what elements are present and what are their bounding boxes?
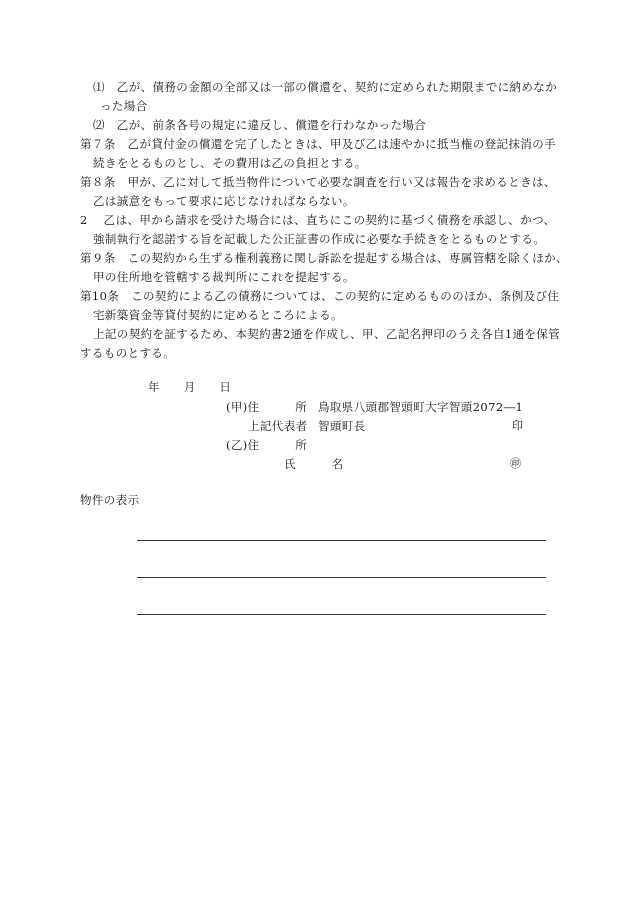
item-1-line-2: った場合 <box>100 99 148 113</box>
seal-b-mark: ㊞ <box>510 457 522 470</box>
representative-value: 智頭町長 <box>318 419 366 433</box>
article-8-para-2-line-1: 2 乙は、甲から請求を受けた場合には、直ちにこの契約に基づく債務を承認し、かつ、 <box>80 213 556 227</box>
closing-line-1: 上記の契約を証するため、本契約書2通を作成し、甲、乙記名押印のうえ各自1通を保管 <box>93 327 561 341</box>
item-2-line: ⑵ 乙が、前条各号の規定に違反し、償還を行わなかった場合 <box>93 118 427 132</box>
article-10-line-2: 宅新築資金等貸付契約に定めるところによる。 <box>93 308 343 322</box>
item-1-line-1: ⑴ 乙が、債務の金額の全部又は一部の償還を、契約に定められた期限までに納めなか <box>93 80 558 94</box>
property-entry-line-1 <box>137 540 546 541</box>
party-b-name-label: 氏 名 <box>284 457 344 471</box>
property-entry-line-2 <box>137 577 546 578</box>
closing-line-2: するものとする。 <box>80 346 176 360</box>
representative-label: 上記代表者 <box>248 419 308 433</box>
property-entry-line-3 <box>137 614 546 615</box>
party-b-address-label: (乙)住 所 <box>226 438 308 452</box>
article-9-line-2: 甲の住所地を管轄する裁判所にこれを提起する。 <box>93 270 355 284</box>
party-a-address-value: 鳥取県八頭郡智頭町大字智頭2072―1 <box>318 400 524 414</box>
article-8-line-1: 第８条 甲が、乙に対して抵当物件について必要な調査を行い又は報告を求めるときは、 <box>80 175 556 189</box>
property-heading: 物件の表示 <box>80 493 140 507</box>
article-8-para-2-line-2: 強制執行を認諾する旨を記載した公正証書の作成に必要な手続きをとるものとする。 <box>93 232 546 246</box>
date-line: 年 月 日 <box>148 380 232 394</box>
article-7-line-2: 続きをとるものとし、その費用は乙の負担とする。 <box>93 156 367 170</box>
article-7-line-1: 第７条 乙が貸付金の償還を完了したときは、甲及び乙は速やかに抵当権の登記抹消の手 <box>80 137 556 151</box>
party-a-address-label: (甲)住 所 <box>226 400 308 414</box>
article-8-line-2: 乙は誠意をもって要求に応じなければならない。 <box>93 194 355 208</box>
article-10-line-1: 第10条 この契約による乙の債務については、この契約に定めるもののほか、条例及び住 <box>80 289 560 303</box>
seal-a-mark: 印 <box>512 419 524 432</box>
article-9-line-1: 第９条 この契約から生ずる権利義務に関し訴訟を提起する場合は、専属管轄を除くほか、 <box>80 251 568 265</box>
